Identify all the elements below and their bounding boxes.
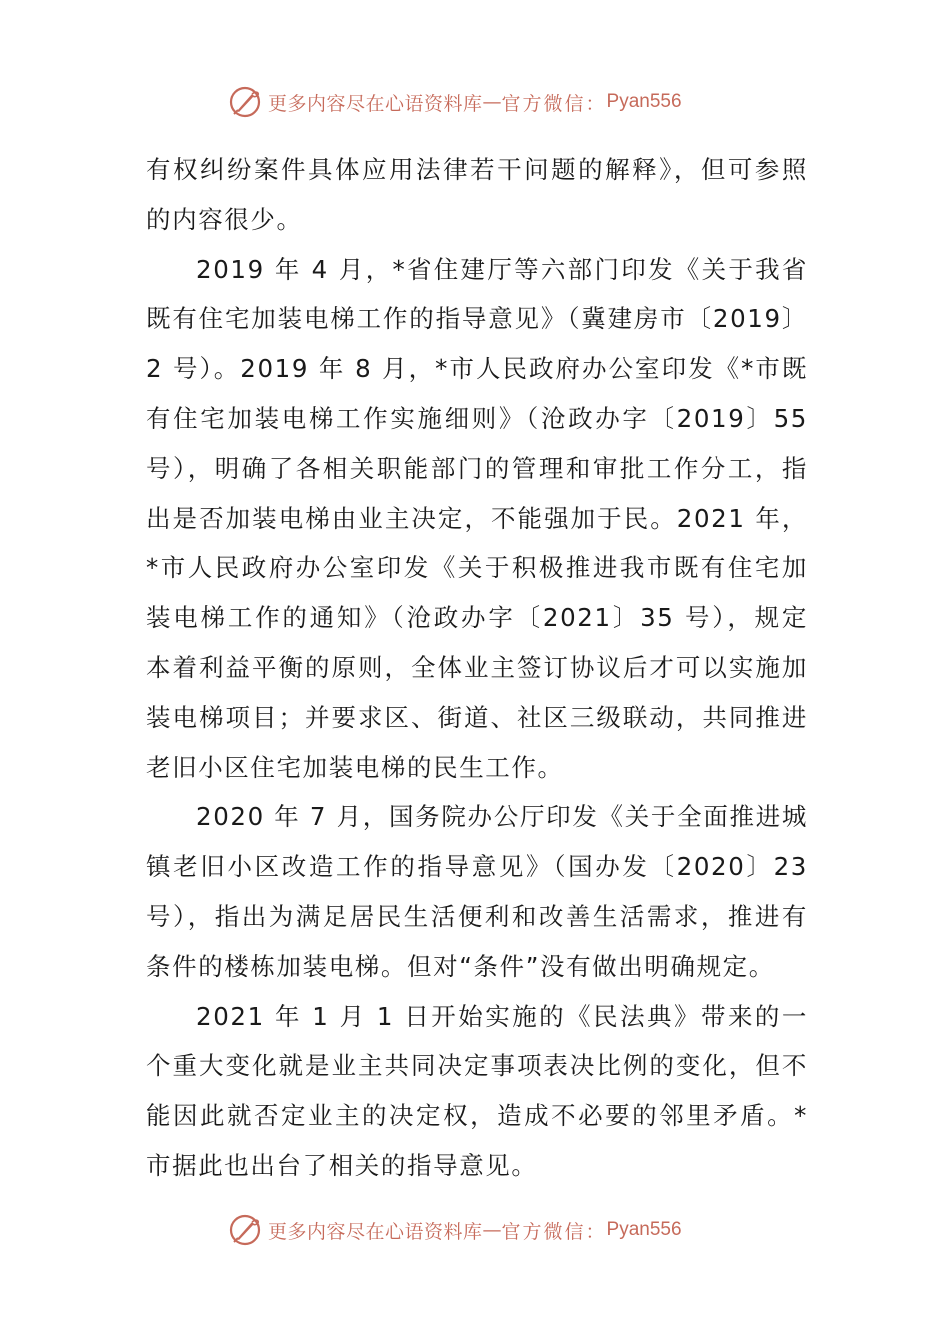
banner-account: Pyan556 [606, 91, 682, 112]
document-body [146, 145, 808, 1191]
banner-account: Pyan556 [606, 1219, 682, 1240]
banner-slogan: 更多内容尽在心语资料库 [268, 1220, 483, 1243]
header-banner [228, 82, 682, 122]
paragraph-continuation: 有权纠纷案件具体应用法律若干问题的解释》，但可参照的内容很少。 [146, 155, 808, 234]
banner-wechat-label: 官方微信： [501, 92, 607, 115]
banner-dash: — [482, 91, 502, 113]
footer-banner [228, 1210, 682, 1250]
paragraph: 2021 年 1 月 1 日开始实施的《民法典》带来的一个重大变化就是业主共同决定事项表决比例的变化，但不能因此就否定业主的决定权，造成不必要的邻里矛盾。*市据此也出台了相关的指导意见。 [146, 1001, 808, 1180]
paragraph: 2019 年 4 月，*省住建厅等六部门印发《关于我省既有住宅加装电梯工作的指导意见》（冀建房市〔2019〕2 号）。2019 年 8 月，*市人民政府办公室印发《*市既有住宅加装电梯工作实施细则》（沧政办字〔2019〕55 号），明确了各相关职能部门的管理和审批工作分工，指出是否加装电梯由业主决定，不能强加于民。2021 年，*市人民政府办公室印发《关于积极推进我市既有住宅加装电梯工作的通知》（沧政办字〔2021〕35 号），规定本着利益平衡的原则，全体业主签订协议后才可以实施加装电梯项目；并要求区、街道、社区三级联动，共同推进老旧小区住宅加装电梯的民生工作。 [146, 254, 808, 782]
banner-dash: — [482, 1219, 502, 1241]
quill-logo-icon [228, 1213, 262, 1247]
paragraph: 2020 年 7 月，国务院办公厅印发《关于全面推进城镇老旧小区改造工作的指导意见》（国办发〔2020〕23 号），指出为满足居民生活便利和改善生活需求，推进有条件的楼栋加装电梯。但对“条件”没有做出明确规定。 [146, 802, 808, 981]
banner-wechat-label: 官方微信： [501, 1220, 607, 1243]
banner-slogan: 更多内容尽在心语资料库 [268, 92, 483, 115]
quill-logo-icon [228, 85, 262, 119]
